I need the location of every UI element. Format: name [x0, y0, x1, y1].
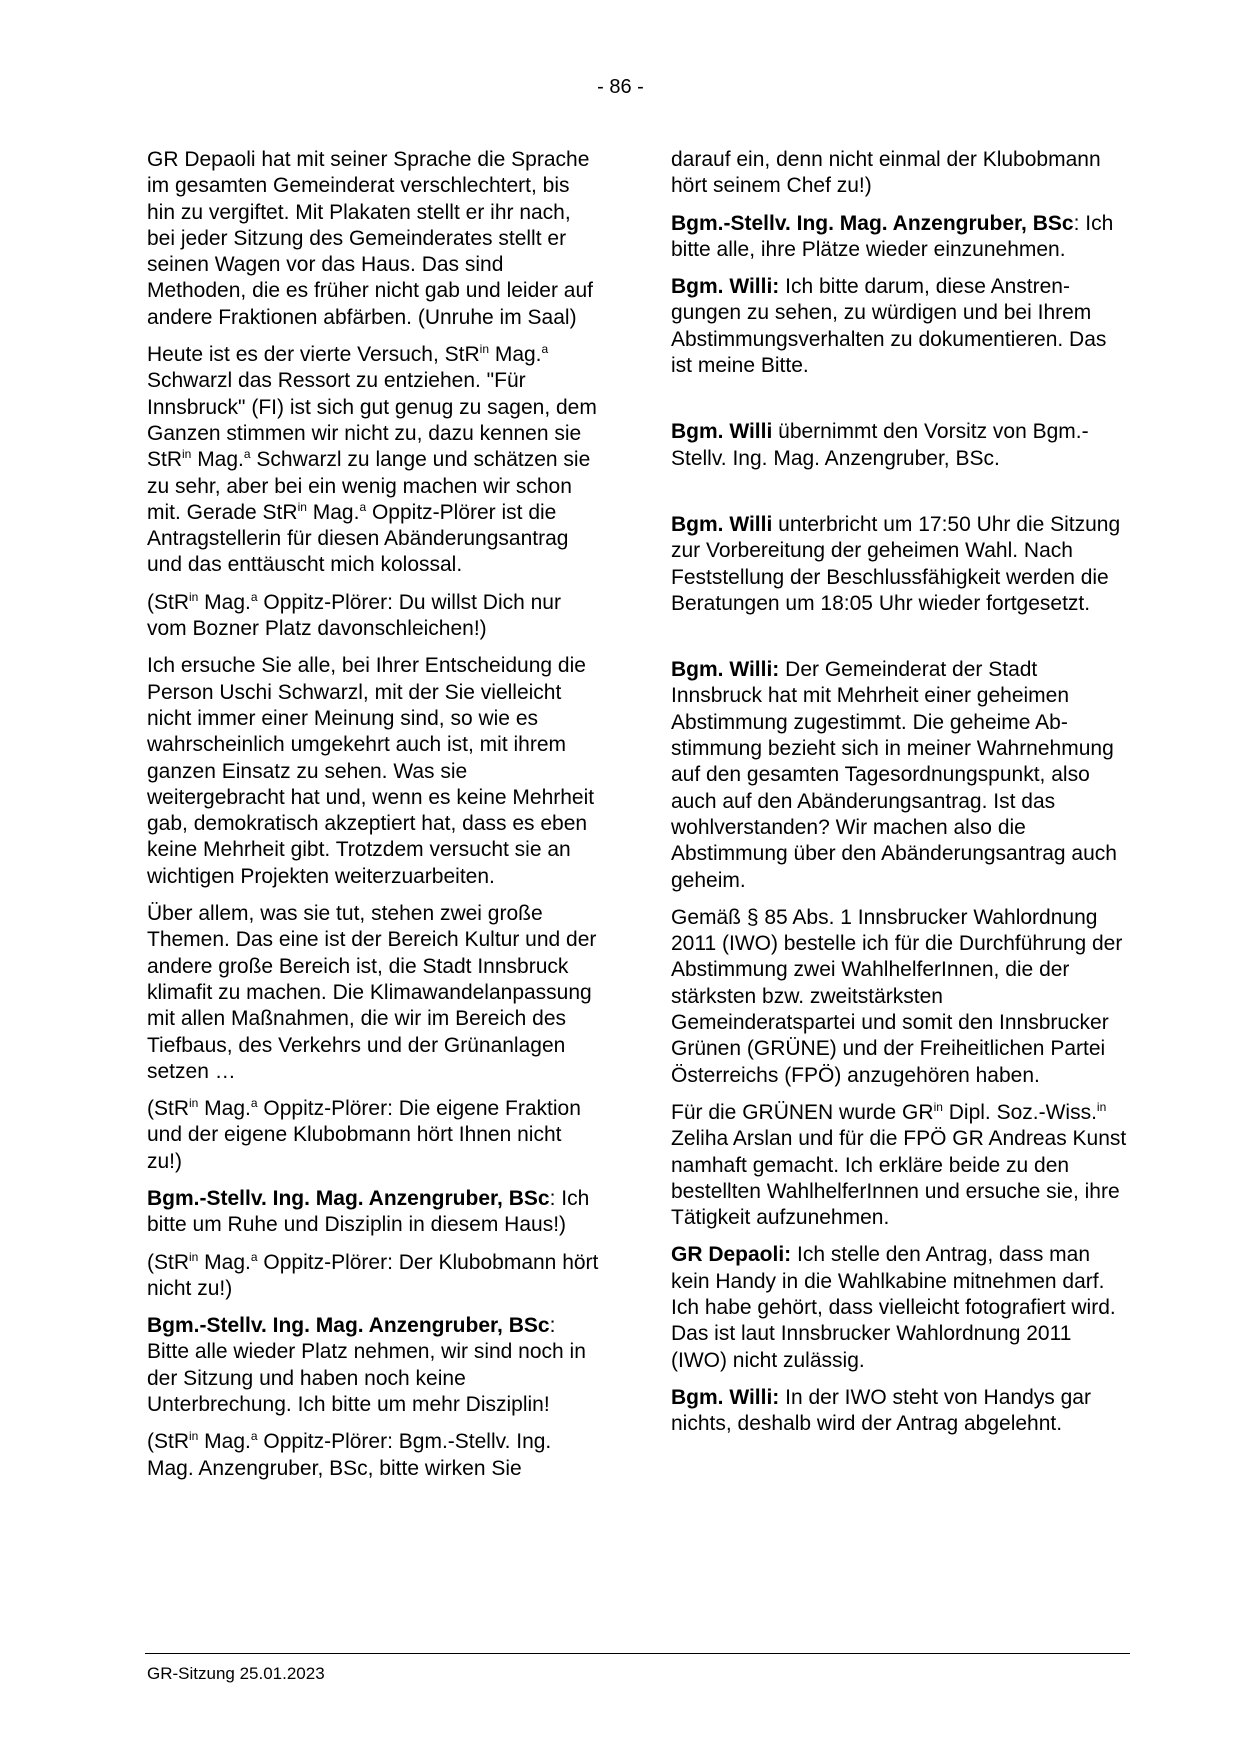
paragraph: GR Depaoli hat mit seiner Sprache die Sprache im gesamten Gemeinderat verschlechtert, bis hin zu vergiftet. Mit Plakaten stellt er ihr nach, bei jeder Sitzung des Gemeinderates stellt er seinen Wagen vor das Haus. Das sind Methoden, die es früher nicht gab und leider auf andere Fraktionen abfärben. (Unruhe im Saal) [147, 148, 593, 329]
speaker-paragraph: Bgm.-Stellv. Ing. Mag. Anzengruber, BSc: Ich bitte um Ruhe und Disziplin in diesem Haus!) [147, 1186, 590, 1237]
speaker-paragraph: Bgm. Willi: Ich bitte darum, diese Anstrengungen zu sehen, zu würdigen und bei Ihrem Abstimmungsverhalten zu dokumentieren. Das ist meine Bitte. [671, 275, 1107, 378]
paragraph: Heute ist es der vierte Versuch, StR$^{in}$ Mag.$^a$ Schwarzl das Ressort zu entziehen. "Für Innsbruck" (FI) ist sich gut genug zu sagen, dem Ganzen stimmen wir nicht zu, dazu kennen sie StR$^{in}$ Mag.$^a$ Schwarzl zu lange und schätzen sie zu sehr, aber bei ein wenig machen wir schon mit. Gerade StR$^{in}$ Mag.$^a$ Oppitz-Plörer ist die Antragstellerin für diesen Abänderungsantrag und das enttäuscht mich kolossal. [147, 342, 597, 577]
paragraph: Ich ersuche Sie alle, bei Ihrer Entscheidung die Person Uschi Schwarzl, mit der Sie vielleicht nicht immer einer Meinung sind, so wie es wahrscheinlich umgekehrt auch ist, mit ihrem ganzen Einsatz zu sehen. Was sie weitergebracht hat und, wenn es keine Mehrheit gab, demokratisch akzeptiert hat, dass es eben keine Mehrheit gibt. Trotzdem versucht sie an wichtigen Projekten weiterzuarbeiten. [147, 654, 595, 888]
speaker-name: Bgm. Willi: [671, 658, 780, 682]
right-column [671, 147, 1131, 1448]
procedure-note: Bgm. Willi unterbricht um 17:50 Uhr die Sitzung zur Vorbereitung der geheimen Wahl. Nach Feststellung der Beschlussfähigkeit werden die Beratungen um 18:05 Uhr wieder fortgesetzt. [671, 512, 1121, 615]
speaker-name: Bgm.-Stellv. Ing. Mag. Anzengruber, BSc [147, 1186, 550, 1210]
speaker-name: Bgm. Willi: [671, 1385, 780, 1409]
paragraph: Für die GRÜNEN wurde $GR^{in}$ Dipl. Soz.-Wiss.$^{in}$ Zeliha Arslan und für die FPÖ GR Andreas Kunst namhaft gemacht. Ich erkläre beide zu den bestellten WahlhelferInnen und ersuche sie, ihre Tätigkeit aufzunehmen. [671, 1099, 1127, 1230]
speaker-name: Bgm. Willi: [671, 275, 780, 299]
procedure-note: Bgm. Willi übernimmt den Vorsitz von Bgm.-Stellv. Ing. Mag. Anzengruber, BSc. [671, 420, 1089, 470]
left-column [147, 147, 602, 1493]
interjection: (StR$^{in}$ Mag.$^a$ Oppitz-Plörer: Der Klubobmann hört nicht zu!) [147, 1249, 599, 1300]
paragraph: darauf ein, denn nicht einmal der Klubobmann hört seinem Chef zu!) [671, 148, 1101, 198]
speaker-name: GR Depaoli: [671, 1243, 792, 1267]
speaker-name: Bgm.-Stellv. Ing. Mag. Anzengruber, BSc [147, 1314, 550, 1338]
interjection: (StR$^{in}$ Mag.$^a$ Oppitz-Plörer: Du willst Dich nur vom Bozner Platz davonschleichen!) [147, 589, 561, 641]
speaker-paragraph: Bgm. Willi: Der Gemeinderat der Stadt Innsbruck hat mit Mehrheit einer geheimen Abstimmung zugestimmt. Die geheime Abstimmung bezieht sich in meiner Wahrnehmung auf den gesamten Tagesordnungspunkt, also auch auf den Abänderungsantrag. Ist das wohlverstanden? Wir machen also die Abstimmung über den Abänderungsantrag auch geheim. [671, 658, 1117, 892]
footer-text: GR-Sitzung 25.01.2023 [147, 1664, 325, 1683]
speaker-paragraph: Bgm.-Stellv. Ing. Mag. Anzengruber, BSc: Bitte alle wieder Platz nehmen, wir sind noch in der Sitzung und haben noch keine Unterbrechung. Ich bitte um mehr Disziplin! [147, 1314, 586, 1417]
interjection: (StR$^{in}$ Mag.$^a$ Oppitz-Plörer: Bgm.-Stellv. Ing. Mag. Anzengruber, BSc, bitte wirken Sie [147, 1429, 552, 1480]
footer-divider [145, 1653, 1130, 1654]
speaker-name: Bgm. Willi [671, 420, 773, 444]
speaker-name: Bgm. Willi [671, 512, 773, 536]
speaker-paragraph: Bgm.-Stellv. Ing. Mag. Anzengruber, BSc: Ich bitte alle, ihre Plätze wieder einzunehmen. [671, 211, 1114, 261]
speaker-paragraph: GR Depaoli: Ich stelle den Antrag, dass man kein Handy in die Wahlkabine mitnehmen darf. Ich habe gehört, dass vielleicht fotografiert wird. Das ist laut Innsbrucker Wahlordnung 2011 (IWO) nicht zulässig. [671, 1243, 1116, 1372]
interjection: (StR$^{in}$ Mag.$^a$ Oppitz-Plörer: Die eigene Fraktion und der eigene Klubobmann hört Ihnen nicht zu!) [147, 1096, 581, 1173]
speaker-name: Bgm.-Stellv. Ing. Mag. Anzengruber, BSc [671, 211, 1074, 235]
page-number: - 86 - [597, 76, 644, 98]
paragraph: Gemäß § 85 Abs. 1 Innsbrucker Wahlordnung 2011 (IWO) bestelle ich für die Durchführung der Abstimmung zwei WahlhelferInnen, die der stärksten bzw. zweitstärksten Gemeinderatspartei und somit den Innsbrucker Grünen (GRÜNE) und der Freiheitlichen Partei Österreichs (FPÖ) anzugehören haben. [671, 905, 1123, 1087]
speaker-paragraph: Bgm. Willi: In der IWO steht von Handys gar nichts, deshalb wird der Antrag abgelehnt. [671, 1385, 1091, 1436]
paragraph: Über allem, was sie tut, stehen zwei große Themen. Das eine ist der Bereich Kultur und der andere große Bereich ist, die Stadt Innsbruck klimafit zu machen. Die Klimawandelanpassung mit allen Maßnahmen, die wir im Bereich des Tiefbaus, des Verkehrs und der Grünanlagen setzen … [147, 902, 597, 1083]
